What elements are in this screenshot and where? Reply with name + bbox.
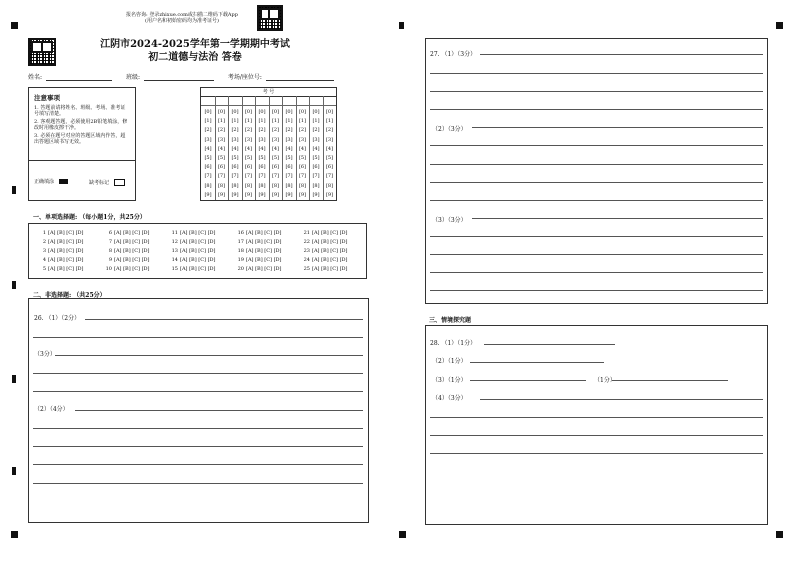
exam-digit-column: [203, 108, 213, 200]
exam-digit-bubble[interactable]: [8]: [271, 182, 280, 189]
exam-digit-bubble[interactable]: [9]: [231, 191, 239, 198]
exam-digit-bubble[interactable]: [8]: [258, 182, 266, 189]
question-number: 23: [303, 248, 310, 254]
exam-digit-bubble[interactable]: [6]: [298, 164, 307, 171]
question-number: 16: [237, 230, 244, 236]
choice-options[interactable]: [A] [B] [C] [D]: [180, 230, 216, 236]
exam-digit-bubble[interactable]: [3]: [325, 136, 334, 143]
exam-digit-column: [230, 108, 240, 200]
exam-digit-bubble[interactable]: [1]: [312, 118, 320, 125]
exam-digit-bubble[interactable]: [7]: [285, 173, 293, 180]
choice-options[interactable]: [A] [B] [C] [D]: [180, 257, 216, 263]
exam-digit-bubble[interactable]: [6]: [244, 164, 253, 171]
exam-digit-bubble[interactable]: [3]: [298, 136, 307, 143]
exam-digit-bubble[interactable]: [4]: [204, 145, 212, 152]
choice-options[interactable]: [A] [B] [C] [D]: [246, 239, 282, 245]
choice-row[interactable]: [235, 229, 282, 238]
exam-digit-bubble[interactable]: [5]: [285, 155, 293, 162]
answer-line: [480, 54, 763, 55]
grid-divider: [282, 96, 283, 200]
choice-row[interactable]: [169, 238, 216, 247]
exam-digit-column: [271, 108, 281, 200]
choice-row[interactable]: [103, 265, 150, 274]
exam-digit-bubble[interactable]: [7]: [244, 173, 253, 180]
timing-mark: [12, 186, 16, 194]
answer-line: [430, 254, 763, 255]
choice-options[interactable]: [A] [B] [C] [D]: [48, 266, 84, 272]
question-number: 22: [303, 239, 310, 245]
exam-digit-column: [298, 108, 308, 200]
exam-digit-bubble[interactable]: [8]: [298, 182, 307, 189]
choice-options[interactable]: [A] [B] [C] [D]: [180, 266, 216, 272]
exam-number-header: 考 号: [201, 88, 336, 97]
question-number: 18: [237, 248, 244, 254]
choice-column: [301, 229, 348, 274]
corner-mark-tr: [776, 22, 783, 29]
question-number: 21: [303, 230, 310, 236]
choice-options[interactable]: [A] [B] [C] [D]: [246, 266, 282, 272]
grid-divider: [242, 96, 243, 200]
exam-digit-bubble[interactable]: [2]: [217, 127, 226, 134]
question-number: 7: [108, 239, 112, 245]
q27-1-label: 27. （1）（3分）: [430, 51, 477, 58]
student-qr-code: [28, 38, 56, 66]
exam-digit-bubble[interactable]: [6]: [204, 164, 212, 171]
corner-mark-br: [776, 531, 783, 538]
exam-digit-bubble[interactable]: [0]: [231, 109, 239, 115]
exam-digit-column: [284, 108, 294, 200]
exam-digit-column: [244, 108, 254, 200]
grid-divider: [215, 96, 216, 200]
answer-line: [430, 109, 763, 110]
q26-2-label: （2）（4分）: [34, 406, 69, 413]
exam-digit-bubble[interactable]: [5]: [271, 155, 280, 162]
choice-row[interactable]: [169, 229, 216, 238]
exam-digit-bubble[interactable]: [5]: [325, 155, 334, 162]
choice-options[interactable]: [A] [B] [C] [D]: [114, 230, 150, 236]
choice-options[interactable]: [A] [B] [C] [D]: [180, 239, 216, 245]
exam-digit-bubble[interactable]: [3]: [258, 136, 266, 143]
exam-digit-bubble[interactable]: [6]: [325, 164, 334, 171]
exam-digit-bubble[interactable]: [3]: [231, 136, 239, 143]
exam-digit-bubble[interactable]: [4]: [258, 145, 266, 152]
corner-mark-tl: [11, 22, 18, 29]
q28-2-label: （2）（1分）: [432, 358, 467, 365]
choice-row[interactable]: [37, 247, 84, 256]
exam-digit-bubble[interactable]: [1]: [271, 118, 280, 125]
info-line: 姓名: 班级: 考场/座位号:: [28, 72, 334, 81]
choice-row[interactable]: [301, 256, 348, 265]
exam-digit-bubble[interactable]: [9]: [217, 191, 226, 198]
grid-divider: [255, 96, 256, 200]
answer-line: [430, 236, 763, 237]
exam-digit-bubble[interactable]: [1]: [298, 118, 307, 125]
exam-digit-bubble[interactable]: [2]: [258, 127, 266, 134]
class-field[interactable]: [144, 73, 214, 81]
exam-digit-column: [325, 108, 335, 200]
q27-3-label: （3）（3分）: [432, 217, 467, 224]
q28-3b-label: （1分）: [594, 377, 616, 384]
exam-digit-column: [257, 108, 267, 200]
question-number: 8: [108, 248, 112, 254]
choice-column: [235, 229, 282, 274]
exam-digit-bubble[interactable]: [4]: [271, 145, 280, 152]
notice-items: 1. 答题前请将姓名、班级、考场、准考证号填写清楚。 2. 客观题答题，必须使用2B铅笔填涂，修改时用橡皮擦干净。 3. 必须在题号对应的答题区域内作答，超出答题区域书写无效。: [34, 105, 128, 145]
choice-row[interactable]: [169, 256, 216, 265]
choice-options[interactable]: [A] [B] [C] [D]: [312, 266, 348, 272]
exam-number-grid: [200, 87, 337, 201]
exam-digit-bubble[interactable]: [7]: [271, 173, 280, 180]
choice-row[interactable]: [103, 256, 150, 265]
exam-digit-bubble[interactable]: [7]: [325, 173, 334, 180]
exam-digit-bubble[interactable]: [3]: [285, 136, 293, 143]
timing-mark: [12, 375, 16, 383]
corner-mark-bl: [11, 531, 18, 538]
exam-digit-bubble[interactable]: [9]: [244, 191, 253, 198]
exam-digit-column: [217, 108, 227, 200]
question-number: 6: [108, 230, 112, 236]
question-number: 3: [42, 248, 46, 254]
choice-row[interactable]: [103, 238, 150, 247]
exam-digit-bubble[interactable]: [8]: [244, 182, 253, 189]
exam-digit-bubble[interactable]: [7]: [231, 173, 239, 180]
question-number: 15: [171, 266, 178, 272]
question-number: 9: [108, 257, 112, 263]
notice-title: 注意事项: [34, 94, 60, 102]
exam-digit-column: [311, 108, 321, 200]
exam-digit-bubble[interactable]: [0]: [217, 109, 226, 115]
exam-digit-bubble[interactable]: [6]: [231, 164, 239, 171]
question-number: 12: [171, 239, 178, 245]
exam-digit-bubble[interactable]: [8]: [325, 182, 334, 189]
exam-digit-bubble[interactable]: [5]: [204, 155, 212, 162]
exam-digit-bubble[interactable]: [2]: [325, 127, 334, 134]
exam-digit-bubble[interactable]: [8]: [285, 182, 293, 189]
answer-line: [430, 73, 763, 74]
exam-digit-bubble[interactable]: [0]: [244, 109, 253, 115]
exam-digit-bubble[interactable]: [9]: [271, 191, 280, 198]
choice-row[interactable]: [301, 229, 348, 238]
choice-column: [103, 229, 150, 274]
exam-digit-bubble[interactable]: [3]: [271, 136, 280, 143]
exam-digit-bubble[interactable]: [9]: [285, 191, 293, 198]
exam-digit-bubble[interactable]: [3]: [244, 136, 253, 143]
exam-digit-bubble[interactable]: [2]: [271, 127, 280, 134]
exam-digit-bubble[interactable]: [0]: [298, 109, 307, 115]
exam-digit-bubble[interactable]: [4]: [312, 145, 320, 152]
q26-score3-label: （3分）: [34, 351, 56, 358]
choice-options[interactable]: [A] [B] [C] [D]: [312, 257, 348, 263]
exam-digit-bubble[interactable]: [0]: [312, 109, 320, 115]
choice-answer-area: [28, 223, 367, 279]
timing-mark: [12, 467, 16, 475]
exam-digit-bubble[interactable]: [1]: [217, 118, 226, 125]
exam-digit-bubble[interactable]: [2]: [231, 127, 239, 134]
exam-digit-bubble[interactable]: [2]: [312, 127, 320, 134]
answer-line: [430, 272, 763, 273]
exam-digit-bubble[interactable]: [6]: [271, 164, 280, 171]
exam-digit-bubble[interactable]: [1]: [204, 118, 212, 125]
app-qr-code: [257, 5, 283, 31]
center-mark-bottom: [399, 531, 406, 538]
absent-legend: 缺考标记: [89, 179, 125, 186]
exam-digit-bubble[interactable]: [5]: [231, 155, 239, 162]
grid-divider: [269, 96, 270, 200]
exam-digit-bubble[interactable]: [4]: [231, 145, 239, 152]
q27-answer-area[interactable]: [425, 38, 768, 304]
choice-options[interactable]: [A] [B] [C] [D]: [114, 239, 150, 245]
exam-digit-bubble[interactable]: [3]: [312, 136, 320, 143]
choice-row[interactable]: [103, 229, 150, 238]
section3-title: 三、情境探究题: [429, 317, 472, 324]
exam-digit-bubble[interactable]: [8]: [231, 182, 239, 189]
seat-field[interactable]: [266, 73, 334, 81]
answer-line: [472, 127, 763, 128]
choice-row[interactable]: [37, 238, 84, 247]
center-mark-top: [399, 22, 404, 29]
q28-4-label: （4）（3分）: [432, 395, 467, 402]
exam-digit-bubble[interactable]: [7]: [204, 173, 212, 180]
exam-digit-bubble[interactable]: [5]: [217, 155, 226, 162]
choice-options[interactable]: [A] [B] [C] [D]: [114, 257, 150, 263]
exam-digit-bubble[interactable]: [1]: [285, 118, 293, 125]
choice-options[interactable]: [A] [B] [C] [D]: [48, 248, 84, 254]
choice-row[interactable]: [235, 265, 282, 274]
answer-line: [430, 200, 763, 201]
exam-digit-bubble[interactable]: [6]: [258, 164, 266, 171]
exam-digit-bubble[interactable]: [1]: [325, 118, 334, 125]
choice-row[interactable]: [301, 238, 348, 247]
choice-row[interactable]: [235, 238, 282, 247]
exam-digit-bubble[interactable]: [4]: [325, 145, 334, 152]
grid-divider: [228, 96, 229, 200]
grid-divider: [296, 96, 297, 200]
choice-column: [169, 229, 216, 274]
exam-digit-bubble[interactable]: [5]: [244, 155, 253, 162]
exam-digit-bubble[interactable]: [5]: [258, 155, 266, 162]
choice-options[interactable]: [A] [B] [C] [D]: [246, 257, 282, 263]
report-note: 报名咨询: 登录zhixue.com或扫描二维码下载App (用户名和初始密码均为准考证号): [126, 12, 238, 24]
choice-options[interactable]: [A] [B] [C] [D]: [114, 248, 150, 254]
exam-digit-bubble[interactable]: [1]: [258, 118, 266, 125]
question-number: 19: [237, 257, 244, 263]
timing-mark: [12, 281, 16, 289]
exam-digit-bubble[interactable]: [2]: [204, 127, 212, 134]
choice-options[interactable]: [A] [B] [C] [D]: [48, 257, 84, 263]
question-number: 10: [105, 266, 112, 272]
name-field[interactable]: [46, 73, 112, 81]
exam-digit-bubble[interactable]: [0]: [325, 109, 334, 115]
question-number: 1: [42, 230, 46, 236]
exam-digit-bubble[interactable]: [9]: [325, 191, 334, 198]
exam-digit-bubble[interactable]: [2]: [244, 127, 253, 134]
question-number: 14: [171, 257, 178, 263]
question-number: 24: [303, 257, 310, 263]
exam-digit-bubble[interactable]: [7]: [217, 173, 226, 180]
exam-digit-bubble[interactable]: [8]: [312, 182, 320, 189]
choice-options[interactable]: [A] [B] [C] [D]: [312, 230, 348, 236]
choice-options[interactable]: [A] [B] [C] [D]: [312, 248, 348, 254]
choice-row[interactable]: [169, 265, 216, 274]
choice-row[interactable]: [235, 247, 282, 256]
choice-row[interactable]: [37, 229, 84, 238]
answer-line: [430, 145, 763, 146]
choice-options[interactable]: [A] [B] [C] [D]: [48, 230, 84, 236]
exam-digit-bubble[interactable]: [8]: [204, 182, 212, 189]
answer-line: [430, 182, 763, 183]
choice-row[interactable]: [103, 247, 150, 256]
exam-digit-bubble[interactable]: [3]: [217, 136, 226, 143]
exam-digit-bubble[interactable]: [8]: [217, 182, 226, 189]
exam-digit-bubble[interactable]: [7]: [258, 173, 266, 180]
page-title: 江阴市2024-2025学年第一学期期中考试 初二道德与法治 答卷: [100, 39, 290, 63]
q28-1-label: 28. （1）（1分）: [430, 340, 477, 347]
question-number: 4: [42, 257, 46, 263]
exam-digit-bubble[interactable]: [1]: [231, 118, 239, 125]
notice-box: [28, 87, 136, 201]
question-number: 2: [42, 239, 46, 245]
correct-fill-legend: 正确填涂: [34, 179, 68, 185]
answer-line: [430, 91, 763, 92]
exam-digit-bubble[interactable]: [7]: [298, 173, 307, 180]
exam-digit-bubble[interactable]: [7]: [312, 173, 320, 180]
exam-digit-bubble[interactable]: [4]: [244, 145, 253, 152]
section2-title: 二、非选择题: （共25分）: [33, 292, 106, 299]
choice-options[interactable]: [A] [B] [C] [D]: [114, 266, 150, 272]
exam-digit-bubble[interactable]: [0]: [258, 109, 266, 115]
question-number: 5: [42, 266, 46, 272]
exam-digit-bubble[interactable]: [6]: [285, 164, 293, 171]
q27-2-label: （2）（3分）: [432, 126, 467, 133]
question-number: 17: [237, 239, 244, 245]
question-number: 25: [303, 266, 310, 272]
exam-digit-bubble[interactable]: [4]: [298, 145, 307, 152]
choice-options[interactable]: [A] [B] [C] [D]: [246, 230, 282, 236]
choice-row[interactable]: [301, 247, 348, 256]
choice-column: [37, 229, 84, 274]
question-number: 20: [237, 266, 244, 272]
answer-line: [430, 164, 763, 165]
grid-divider: [309, 96, 310, 200]
exam-digit-bubble[interactable]: [6]: [217, 164, 226, 171]
exam-digit-bubble[interactable]: [0]: [204, 109, 212, 115]
choice-options[interactable]: [A] [B] [C] [D]: [312, 239, 348, 245]
exam-digit-bubble[interactable]: [0]: [271, 109, 280, 115]
choice-row[interactable]: [169, 247, 216, 256]
answer-line: [472, 218, 763, 219]
choice-options[interactable]: [A] [B] [C] [D]: [48, 239, 84, 245]
exam-digit-bubble[interactable]: [5]: [312, 155, 320, 162]
choice-row[interactable]: [37, 256, 84, 265]
exam-digit-bubble[interactable]: [3]: [204, 136, 212, 143]
choice-row[interactable]: [37, 265, 84, 274]
exam-digit-bubble[interactable]: [2]: [285, 127, 293, 134]
exam-digit-bubble[interactable]: [4]: [285, 145, 293, 152]
exam-digit-bubble[interactable]: [2]: [298, 127, 307, 134]
exam-digit-bubble[interactable]: [5]: [298, 155, 307, 162]
exam-digit-bubble[interactable]: [4]: [217, 145, 226, 152]
exam-digit-bubble[interactable]: [9]: [298, 191, 307, 198]
choice-options[interactable]: [A] [B] [C] [D]: [180, 248, 216, 254]
section1-title: 一、单项选择题: （每小题1分，共25分）: [33, 214, 146, 221]
grid-divider: [323, 96, 324, 200]
choice-row[interactable]: [301, 265, 348, 274]
question-number: 13: [171, 248, 178, 254]
exam-digit-bubble[interactable]: [6]: [312, 164, 320, 171]
q26-1-label: 26. （1）（2分）: [34, 315, 81, 322]
exam-digit-bubble[interactable]: [9]: [312, 191, 320, 198]
choice-row[interactable]: [235, 256, 282, 265]
q28-answer-area[interactable]: [425, 325, 768, 525]
exam-digit-bubble[interactable]: [9]: [258, 191, 266, 198]
answer-line: [430, 290, 763, 291]
exam-digit-bubble[interactable]: [0]: [285, 109, 293, 115]
choice-options[interactable]: [A] [B] [C] [D]: [246, 248, 282, 254]
exam-digit-bubble[interactable]: [1]: [244, 118, 253, 125]
question-number: 11: [171, 230, 178, 236]
exam-digit-bubble[interactable]: [9]: [204, 191, 212, 198]
q28-3a-label: （3）（1分）: [432, 377, 467, 384]
